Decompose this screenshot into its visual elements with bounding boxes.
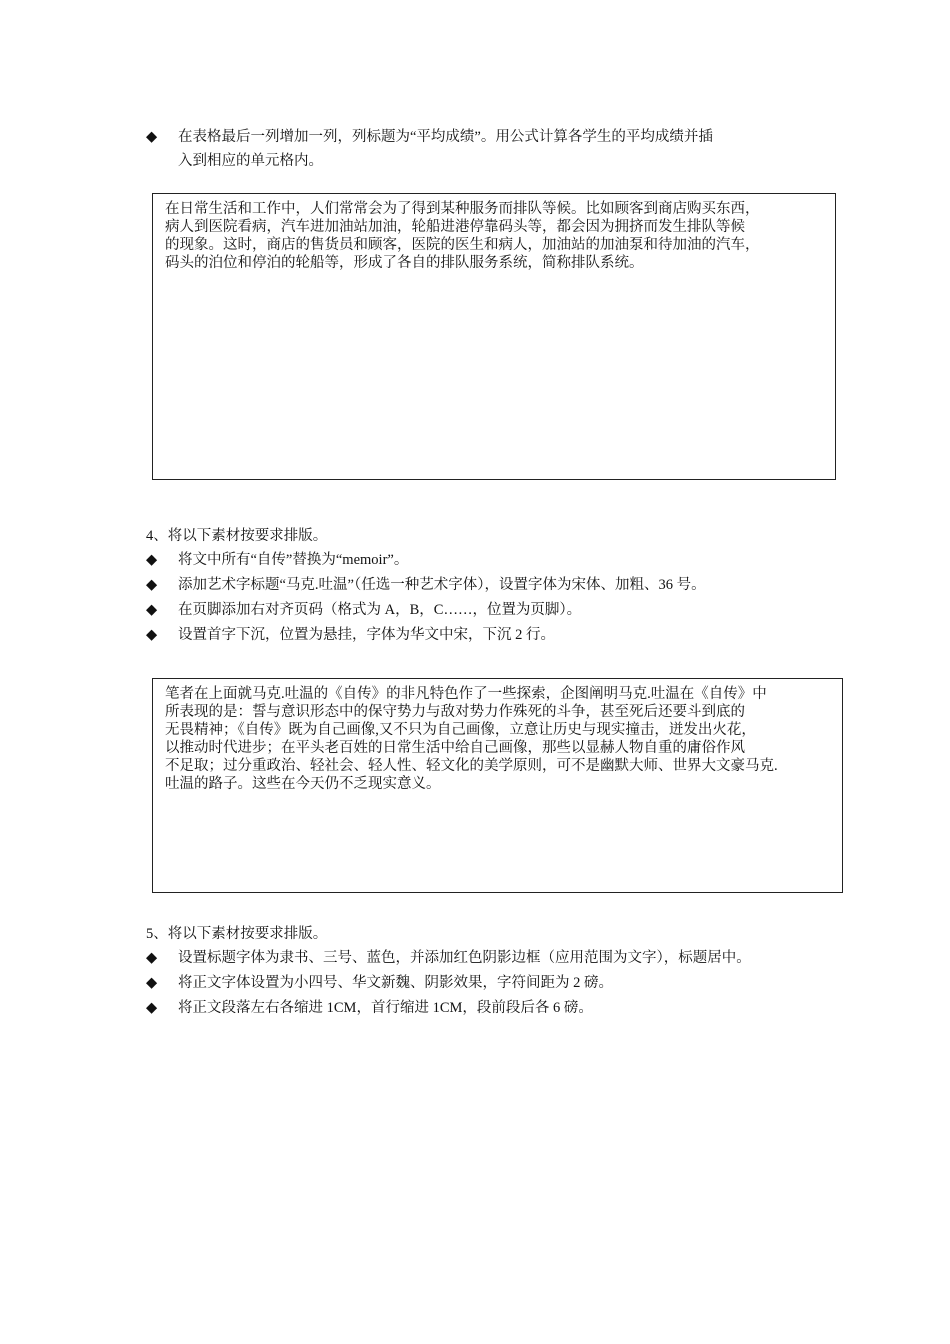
diamond-bullet-icon: ◆ (146, 602, 158, 618)
text-box-queue-material (152, 193, 836, 480)
intro-bullet-item (146, 126, 846, 172)
paragraph-line: 吐温的路子。这些在今天仍不乏现实意义。 (165, 776, 441, 792)
paragraph-line: 所表现的是：誓与意识形态中的保守势力与敌对势力作殊死的斗争，甚至死后还要斗到底的 (165, 704, 745, 720)
diamond-bullet-icon: ◆ (146, 129, 158, 145)
section-5-item-text: 将正文段落左右各缩进 1CM，首行缩进 1CM，段前段后各 6 磅。 (178, 1000, 593, 1016)
text-box-mark-twain-paragraph (165, 685, 836, 793)
section-5-heading: 5、将以下素材按要求排版。 (146, 926, 328, 942)
diamond-bullet-icon: ◆ (146, 627, 158, 643)
paragraph-line: 无畏精神；《自传》既为自己画像,又不只为自己画像，立意让历史与现实撞击，迸发出火花， (165, 722, 756, 738)
paragraph-line: 的现象。这时，商店的售货员和顾客，医院的医生和病人，加油站的加油泵和待加油的汽车， (165, 237, 760, 253)
diamond-bullet-icon: ◆ (146, 577, 158, 593)
diamond-bullet-icon: ◆ (146, 975, 158, 991)
paragraph-line: 以推动时代进步；在平头老百姓的日常生活中给自己画像，那些以显赫人物自重的庸俗作风 (165, 740, 745, 756)
section-4-item-text: 在页脚添加右对齐页码（格式为 A，B，C……，位置为页脚）。 (178, 602, 582, 618)
paragraph-line: 在日常生活和工作中，人们常常会为了得到某种服务而排队等候。比如顾客到商店购买东西， (165, 201, 760, 217)
section-4-item-text: 设置首字下沉，位置为悬挂，字体为华文中宋，下沉 2 行。 (178, 627, 555, 643)
intro-bullet-line-1: 在表格最后一列增加一列，列标题为“平均成绩”。用公式计算各学生的平均成绩并插 (178, 129, 713, 145)
diamond-bullet-icon: ◆ (146, 1000, 158, 1016)
text-box-queue-paragraph (165, 200, 829, 272)
paragraph-line: 病人到医院看病，汽车进加油站加油，轮船进港停靠码头等，都会因为拥挤而发生排队等候 (165, 219, 745, 235)
section-5-item-text: 将正文字体设置为小四号、华文新魏、阴影效果，字符间距为 2 磅。 (178, 975, 613, 991)
section-4-item-text: 将文中所有“自传”替换为“memoir”。 (178, 552, 409, 568)
section-5-item-text: 设置标题字体为隶书、三号、蓝色，并添加红色阴影边框（应用范围为文字），标题居中。 (178, 950, 751, 966)
section-4-item-text: 添加艺术字标题“马克.吐温”（任选一种艺术字体），设置字体为宋体、加粗、36 号。 (178, 577, 706, 593)
text-box-mark-twain-material (152, 678, 843, 893)
section-4-heading: 4、将以下素材按要求排版。 (146, 528, 328, 544)
intro-bullet-line-2: 入到相应的单元格内。 (178, 153, 323, 169)
paragraph-line: 码头的泊位和停泊的轮船等，形成了各自的排队服务系统，简称排队系统。 (165, 255, 644, 271)
paragraph-line: 不足取；过分重政治、轻社会、轻人性、轻文化的美学原则，可不是幽默大师、世界大文豪马克. (165, 758, 778, 774)
diamond-bullet-icon: ◆ (146, 552, 158, 568)
paragraph-line: 笔者在上面就马克.吐温的《自传》的非凡特色作了一些探索，企图阐明马克.吐温在《自传》中 (165, 686, 767, 702)
diamond-bullet-icon: ◆ (146, 950, 158, 966)
